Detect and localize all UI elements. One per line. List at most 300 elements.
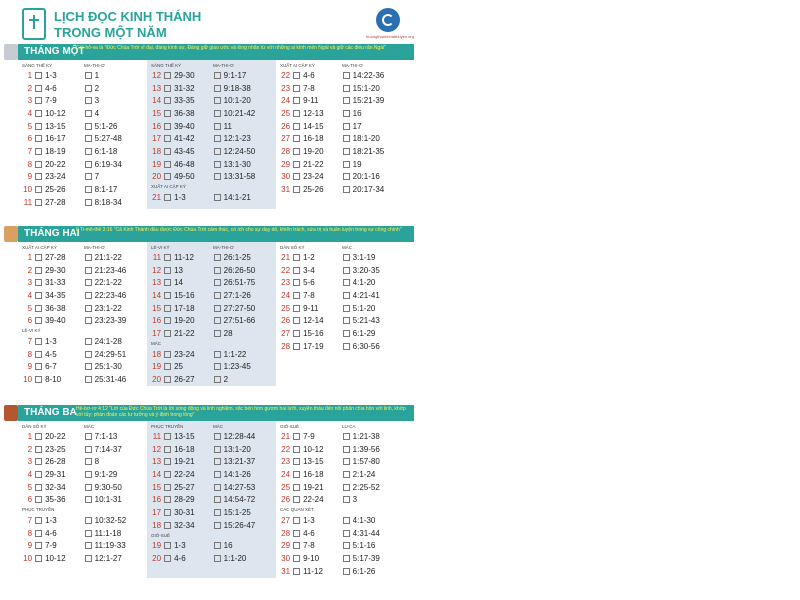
passage-ref: 31-33 <box>45 278 66 288</box>
checkbox[interactable] <box>214 161 221 168</box>
reading-row <box>22 289 145 302</box>
checkbox[interactable] <box>164 135 171 142</box>
checkbox[interactable] <box>164 110 171 117</box>
day-number: 17 <box>152 507 162 517</box>
checkbox[interactable] <box>214 330 221 337</box>
reading-row <box>22 314 145 327</box>
checkbox[interactable] <box>343 484 350 491</box>
checkbox[interactable] <box>85 254 92 261</box>
passage-ref: 27-28 <box>45 252 66 262</box>
checkbox[interactable] <box>293 72 300 79</box>
reading-row <box>151 506 274 519</box>
checkbox[interactable] <box>35 123 42 130</box>
reading-row <box>151 493 274 506</box>
checkbox[interactable] <box>293 330 300 337</box>
checkbox[interactable] <box>35 135 42 142</box>
passage-ref: 24:1-28 <box>94 336 122 346</box>
checkbox[interactable] <box>35 148 42 155</box>
checkbox[interactable] <box>343 458 350 465</box>
column-header <box>151 244 274 251</box>
book-heading: MÁC <box>151 340 161 346</box>
checkbox[interactable] <box>214 173 221 180</box>
checkbox[interactable] <box>343 97 350 104</box>
reading-row <box>22 251 145 264</box>
checkbox[interactable] <box>214 254 221 261</box>
checkbox[interactable] <box>35 85 42 92</box>
reading-column <box>276 421 405 578</box>
publisher-site: truongthanhnhatthuyen.org <box>365 34 414 39</box>
passage-ref: 4:1-20 <box>352 278 376 288</box>
checkbox[interactable] <box>164 351 171 358</box>
checkbox[interactable] <box>214 72 221 79</box>
checkbox[interactable] <box>164 317 171 324</box>
book-heading: CÁC QUAN XÉT <box>280 507 314 513</box>
checkbox[interactable] <box>214 267 221 274</box>
checkbox[interactable] <box>214 496 221 503</box>
day-number: 16 <box>152 316 162 326</box>
checkbox[interactable] <box>343 267 350 274</box>
checkbox[interactable] <box>85 338 92 345</box>
passage-ref: 4:31-44 <box>352 528 380 538</box>
checkbox[interactable] <box>343 555 350 562</box>
checkbox[interactable] <box>343 330 350 337</box>
passage-ref: 11:1-18 <box>94 528 122 538</box>
checkbox[interactable] <box>35 484 42 491</box>
passage-ref: 35-36 <box>45 495 66 505</box>
checkbox[interactable] <box>85 496 92 503</box>
passage-ref: 34-35 <box>45 290 66 300</box>
checkbox[interactable] <box>35 517 42 524</box>
passage-ref: 19-21 <box>303 482 324 492</box>
checkbox[interactable] <box>35 161 42 168</box>
checkbox[interactable] <box>35 317 42 324</box>
checkbox[interactable] <box>293 279 300 286</box>
passage-ref: 12:1-23 <box>223 134 251 144</box>
checkbox[interactable] <box>343 343 350 350</box>
checkbox[interactable] <box>214 471 221 478</box>
day-number: 28 <box>281 341 291 351</box>
checkbox[interactable] <box>293 433 300 440</box>
passage-ref: 24:29-51 <box>94 349 127 359</box>
checkbox[interactable] <box>85 351 92 358</box>
day-number: 24 <box>281 290 291 300</box>
checkbox[interactable] <box>164 97 171 104</box>
checkbox[interactable] <box>164 305 171 312</box>
checkbox[interactable] <box>343 161 350 168</box>
reading-column <box>18 242 147 386</box>
checkbox[interactable] <box>35 305 42 312</box>
reading-column <box>147 421 276 578</box>
day-number: 22 <box>281 70 291 80</box>
checkbox[interactable] <box>214 351 221 358</box>
checkbox[interactable] <box>214 542 221 549</box>
checkbox[interactable] <box>35 254 42 261</box>
checkbox[interactable] <box>35 279 42 286</box>
checkbox[interactable] <box>293 343 300 350</box>
checkbox[interactable] <box>35 446 42 453</box>
reading-row <box>151 107 274 120</box>
checkbox[interactable] <box>343 530 350 537</box>
checkbox[interactable] <box>164 148 171 155</box>
passage-ref: 10:32-52 <box>94 515 127 525</box>
checkbox[interactable] <box>293 305 300 312</box>
checkbox[interactable] <box>85 279 92 286</box>
checkbox[interactable] <box>85 72 92 79</box>
passage-ref: 16-18 <box>303 134 324 144</box>
passage-ref: 12-13 <box>303 108 324 118</box>
checkbox[interactable] <box>164 509 171 516</box>
passage-ref: 14-15 <box>303 121 324 131</box>
checkbox[interactable] <box>293 530 300 537</box>
checkbox[interactable] <box>35 267 42 274</box>
checkbox[interactable] <box>293 148 300 155</box>
reading-grid <box>18 421 414 578</box>
checkbox[interactable] <box>293 471 300 478</box>
checkbox[interactable] <box>35 97 42 104</box>
checkbox[interactable] <box>214 292 221 299</box>
day-number: 26 <box>281 495 291 505</box>
day-number: 14 <box>152 469 162 479</box>
passage-ref: 10:1-20 <box>223 96 251 106</box>
book-heading: SÁNG THẾ KÝ <box>151 63 182 68</box>
day-number: 11 <box>152 252 162 262</box>
checkbox[interactable] <box>343 446 350 453</box>
checkbox[interactable] <box>164 458 171 465</box>
checkbox[interactable] <box>343 173 350 180</box>
passage-ref: 9:18-38 <box>223 83 251 93</box>
checkbox[interactable] <box>164 292 171 299</box>
day-number: 12 <box>152 444 162 454</box>
checkbox[interactable] <box>164 542 171 549</box>
passage-ref: 13:1-20 <box>223 444 251 454</box>
checkbox[interactable] <box>293 135 300 142</box>
checkbox[interactable] <box>85 484 92 491</box>
checkbox[interactable] <box>293 517 300 524</box>
reading-row <box>151 82 274 95</box>
book-heading: SÁNG THẾ KÝ <box>22 63 53 68</box>
checkbox[interactable] <box>85 173 92 180</box>
checkbox[interactable] <box>214 135 221 142</box>
checkbox[interactable] <box>164 433 171 440</box>
reading-row <box>151 69 274 82</box>
passage-ref: 7-9 <box>45 541 57 551</box>
checkbox[interactable] <box>343 568 350 575</box>
checkbox[interactable] <box>293 542 300 549</box>
reading-row <box>280 430 403 443</box>
checkbox[interactable] <box>214 522 221 529</box>
checkbox[interactable] <box>35 433 42 440</box>
passage-ref: 23:23-39 <box>94 316 127 326</box>
checkbox[interactable] <box>214 317 221 324</box>
checkbox[interactable] <box>85 433 92 440</box>
day-number: 25 <box>281 303 291 313</box>
checkbox[interactable] <box>293 186 300 193</box>
checkbox[interactable] <box>35 496 42 503</box>
checkbox[interactable] <box>85 530 92 537</box>
day-number: 13 <box>152 83 162 93</box>
passage-ref: 4:21-41 <box>352 290 380 300</box>
checkbox[interactable] <box>35 471 42 478</box>
passage-ref: 5-6 <box>303 278 315 288</box>
passage-ref: 3 <box>352 495 358 505</box>
checkbox[interactable] <box>35 338 42 345</box>
reading-row <box>151 455 274 468</box>
passage-ref: 27-28 <box>45 197 66 207</box>
checkbox[interactable] <box>343 292 350 299</box>
day-number: 10 <box>23 185 33 195</box>
checkbox[interactable] <box>35 555 42 562</box>
checkbox[interactable] <box>214 555 221 562</box>
checkbox[interactable] <box>343 471 350 478</box>
checkbox[interactable] <box>164 555 171 562</box>
book-heading: MA-THI-Ơ <box>213 245 234 250</box>
checkbox[interactable] <box>85 471 92 478</box>
reading-row <box>22 481 145 494</box>
reading-row <box>151 327 274 340</box>
checkbox[interactable] <box>85 186 92 193</box>
checkbox[interactable] <box>164 194 171 201</box>
day-number: 23 <box>281 278 291 288</box>
checkbox[interactable] <box>343 517 350 524</box>
checkbox[interactable] <box>343 254 350 261</box>
checkbox[interactable] <box>293 568 300 575</box>
checkbox[interactable] <box>164 376 171 383</box>
checkbox[interactable] <box>293 123 300 130</box>
passage-ref: 36-38 <box>45 303 66 313</box>
checkbox[interactable] <box>85 97 92 104</box>
day-number: 17 <box>152 134 162 144</box>
checkbox[interactable] <box>293 267 300 274</box>
checkbox[interactable] <box>343 135 350 142</box>
day-number: 27 <box>281 134 291 144</box>
checkbox[interactable] <box>214 305 221 312</box>
reading-row <box>151 481 274 494</box>
reading-row <box>151 94 274 107</box>
reading-row <box>280 340 403 353</box>
checkbox[interactable] <box>35 173 42 180</box>
checkbox[interactable] <box>35 186 42 193</box>
day-number: 21 <box>281 252 291 262</box>
checkbox[interactable] <box>293 446 300 453</box>
passage-ref: 22:1-22 <box>94 278 122 288</box>
reading-row <box>151 540 274 553</box>
checkbox[interactable] <box>164 72 171 79</box>
checkbox[interactable] <box>35 542 42 549</box>
passage-ref: 39-40 <box>174 121 195 131</box>
checkbox[interactable] <box>164 85 171 92</box>
passage-ref: 1 <box>94 70 100 80</box>
book-heading: MA-THI-Ơ <box>84 245 105 250</box>
checkbox[interactable] <box>214 376 221 383</box>
passage-ref: 10-12 <box>45 554 66 564</box>
title-line-2: TRONG MỘT NĂM <box>54 25 167 40</box>
passage-ref: 23:1-22 <box>94 303 122 313</box>
passage-ref: 29-31 <box>45 469 66 479</box>
day-number: 8 <box>27 159 33 169</box>
checkbox[interactable] <box>35 363 42 370</box>
checkbox[interactable] <box>293 555 300 562</box>
checkbox[interactable] <box>343 496 350 503</box>
checkbox[interactable] <box>85 305 92 312</box>
day-number: 28 <box>281 146 291 156</box>
checkbox[interactable] <box>293 161 300 168</box>
checkbox[interactable] <box>35 199 42 206</box>
checkbox[interactable] <box>164 446 171 453</box>
checkbox[interactable] <box>343 85 350 92</box>
passage-ref: 30-31 <box>174 507 195 517</box>
reading-row <box>280 289 403 302</box>
day-number: 14 <box>152 96 162 106</box>
day-number: 6 <box>27 134 33 144</box>
passage-ref: 6:30-56 <box>352 341 380 351</box>
checkbox[interactable] <box>85 267 92 274</box>
checkbox[interactable] <box>214 279 221 286</box>
reading-row <box>280 171 403 184</box>
checkbox[interactable] <box>343 542 350 549</box>
passage-ref: 43-45 <box>174 146 195 156</box>
checkbox[interactable] <box>85 199 92 206</box>
checkbox[interactable] <box>214 194 221 201</box>
day-number: 6 <box>27 495 33 505</box>
checkbox[interactable] <box>35 72 42 79</box>
checkbox[interactable] <box>343 186 350 193</box>
checkbox[interactable] <box>85 148 92 155</box>
day-number: 9 <box>27 172 33 182</box>
publisher-logo-icon <box>376 8 400 32</box>
checkbox[interactable] <box>85 376 92 383</box>
passage-ref: 11:19-33 <box>94 541 126 551</box>
checkbox[interactable] <box>214 446 221 453</box>
checkbox[interactable] <box>35 458 42 465</box>
checkbox[interactable] <box>293 458 300 465</box>
passage-ref: 1-3 <box>45 336 57 346</box>
checkbox[interactable] <box>85 110 92 117</box>
checkbox[interactable] <box>164 123 171 130</box>
month-banner <box>18 226 414 242</box>
checkbox[interactable] <box>214 85 221 92</box>
day-number: 30 <box>281 554 291 564</box>
book-heading: GIÔ-SUÊ <box>151 532 171 538</box>
passage-ref: 19 <box>352 159 362 169</box>
checkbox[interactable] <box>85 292 92 299</box>
reading-row <box>151 302 274 315</box>
checkbox[interactable] <box>164 471 171 478</box>
checkbox[interactable] <box>293 254 300 261</box>
checkbox[interactable] <box>85 123 92 130</box>
passage-ref: 3:1-19 <box>352 252 376 262</box>
book-heading: GIÔ-SUÊ <box>280 424 300 429</box>
checkbox[interactable] <box>35 376 42 383</box>
checkbox[interactable] <box>214 458 221 465</box>
checkbox[interactable] <box>35 530 42 537</box>
checkbox[interactable] <box>293 496 300 503</box>
passage-ref: 9:30-50 <box>94 482 122 492</box>
checkbox[interactable] <box>293 317 300 324</box>
checkbox[interactable] <box>85 161 92 168</box>
checkbox[interactable] <box>343 123 350 130</box>
checkbox[interactable] <box>164 484 171 491</box>
checkbox[interactable] <box>343 110 350 117</box>
checkbox[interactable] <box>293 484 300 491</box>
reading-row <box>151 289 274 302</box>
passage-ref: 27:27-50 <box>223 303 256 313</box>
checkbox[interactable] <box>164 522 171 529</box>
checkbox[interactable] <box>214 484 221 491</box>
checkbox[interactable] <box>85 542 92 549</box>
checkbox[interactable] <box>214 363 221 370</box>
checkbox[interactable] <box>85 458 92 465</box>
month-banner <box>18 405 414 421</box>
checkbox[interactable] <box>85 85 92 92</box>
month-section <box>4 226 414 386</box>
checkbox[interactable] <box>343 317 350 324</box>
checkbox[interactable] <box>343 305 350 312</box>
passage-ref: 14 <box>174 278 183 288</box>
checkbox[interactable] <box>164 267 171 274</box>
passage-ref: 26:26-50 <box>223 265 256 275</box>
passage-ref: 18:21-35 <box>352 146 385 156</box>
checkbox[interactable] <box>293 292 300 299</box>
checkbox[interactable] <box>343 72 350 79</box>
book-heading: PHỤC TRUYỀN <box>151 424 184 429</box>
checkbox[interactable] <box>164 279 171 286</box>
reading-row <box>151 120 274 133</box>
checkbox[interactable] <box>35 110 42 117</box>
checkbox[interactable] <box>35 351 42 358</box>
checkbox[interactable] <box>343 279 350 286</box>
passage-ref: 10-12 <box>45 108 66 118</box>
checkbox[interactable] <box>164 173 171 180</box>
checkbox[interactable] <box>214 148 221 155</box>
reading-row <box>280 455 403 468</box>
passage-ref: 25:1-30 <box>94 362 122 372</box>
checkbox[interactable] <box>85 135 92 142</box>
checkbox[interactable] <box>293 97 300 104</box>
checkbox[interactable] <box>293 85 300 92</box>
book-heading: MÁC <box>213 424 223 429</box>
checkbox[interactable] <box>164 363 171 370</box>
checkbox[interactable] <box>343 148 350 155</box>
reading-row <box>151 361 274 374</box>
checkbox[interactable] <box>293 173 300 180</box>
passage-ref: 20:17-34 <box>352 185 385 195</box>
checkbox[interactable] <box>214 97 221 104</box>
reading-row <box>22 196 145 209</box>
checkbox[interactable] <box>164 254 171 261</box>
checkbox[interactable] <box>214 509 221 516</box>
checkbox[interactable] <box>85 517 92 524</box>
reading-row <box>151 314 274 327</box>
checkbox[interactable] <box>214 110 221 117</box>
checkbox[interactable] <box>85 317 92 324</box>
checkbox[interactable] <box>85 555 92 562</box>
day-number: 12 <box>152 265 162 275</box>
reading-row <box>280 120 403 133</box>
day-number: 13 <box>152 278 162 288</box>
checkbox[interactable] <box>85 363 92 370</box>
checkbox[interactable] <box>164 161 171 168</box>
checkbox[interactable] <box>35 292 42 299</box>
checkbox[interactable] <box>85 446 92 453</box>
checkbox[interactable] <box>293 110 300 117</box>
passage-ref: 8-10 <box>45 375 62 385</box>
checkbox[interactable] <box>164 330 171 337</box>
checkbox[interactable] <box>164 496 171 503</box>
checkbox[interactable] <box>214 433 221 440</box>
checkbox[interactable] <box>343 433 350 440</box>
passage-ref: 22:23-46 <box>94 290 127 300</box>
checkbox[interactable] <box>214 123 221 130</box>
